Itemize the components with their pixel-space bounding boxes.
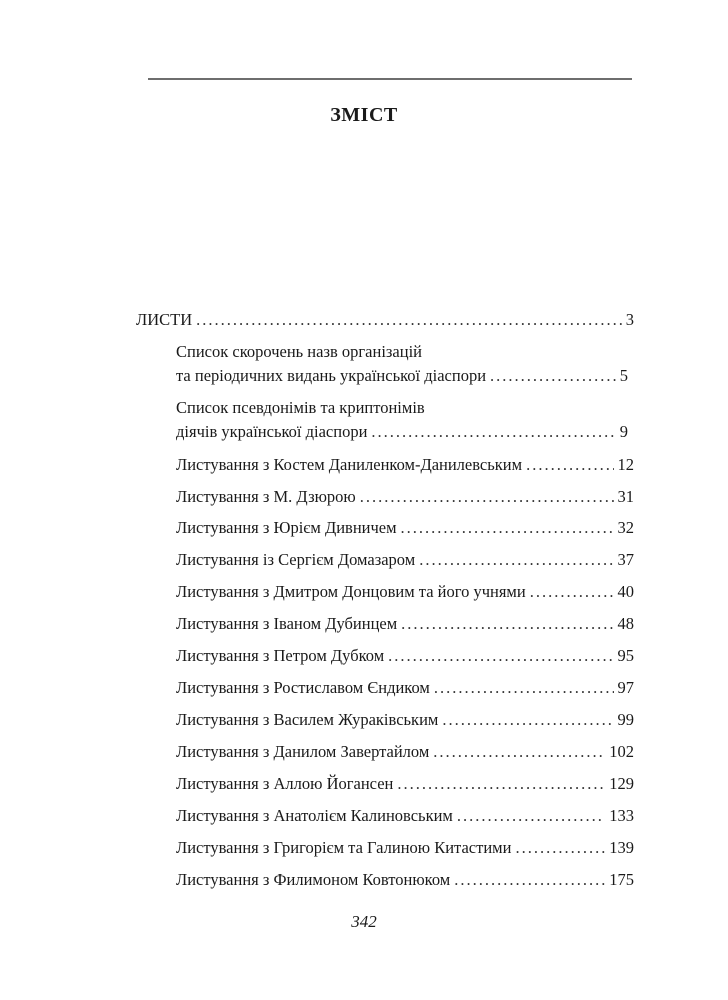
toc-entry[interactable]	[176, 582, 634, 602]
toc-entry-label: діячів української діаспори	[176, 422, 368, 441]
dot-leader	[526, 455, 613, 475]
dot-leader	[196, 310, 622, 330]
toc-entry-label: Листування з Петром Дубком	[176, 646, 385, 665]
toc-page-number: 32	[617, 518, 634, 537]
toc-entry[interactable]	[176, 806, 634, 826]
dot-leader	[454, 870, 605, 890]
toc-entry-label: Листування з Аллою Йогансен	[176, 774, 394, 793]
top-rule	[148, 78, 632, 80]
toc-entry-label: Листування з Іваном Дубинцем	[176, 614, 398, 633]
toc-page-number: 133	[609, 806, 634, 825]
toc-entry[interactable]	[176, 742, 634, 762]
toc-page-number: 40	[617, 582, 634, 601]
toc-section-letters[interactable]	[136, 310, 634, 330]
dot-leader	[490, 366, 616, 386]
dot-leader	[401, 518, 614, 538]
toc-page-number: 139	[609, 838, 634, 857]
toc-page-number: 12	[617, 455, 634, 474]
dot-leader	[530, 582, 614, 602]
toc-entry-first-line: Список псевдонімів та криптонімів	[176, 398, 425, 417]
toc-entry[interactable]	[176, 550, 634, 570]
toc-page-number: 37	[617, 550, 634, 569]
toc-entry-label: Листування з Юрієм Дивничем	[176, 518, 397, 537]
dot-leader	[515, 838, 605, 858]
toc-page-number: 97	[617, 678, 634, 697]
dot-leader	[457, 806, 605, 826]
toc-page-number: 9	[619, 422, 628, 441]
toc-page-number: 175	[609, 870, 634, 889]
toc-entry[interactable]	[176, 342, 628, 386]
toc-entry-label: та періодичних видань української діаспори	[176, 366, 487, 385]
dot-leader	[360, 487, 614, 507]
toc-entry-label: Листування з Григорієм та Галиною Китастими	[176, 838, 512, 857]
toc-entry-label: Листування з Анатолієм Калиновським	[176, 806, 453, 825]
toc-entry[interactable]	[176, 710, 634, 730]
toc-page-number: 95	[617, 646, 634, 665]
dot-leader	[388, 646, 613, 666]
dot-leader	[371, 422, 615, 442]
toc-entry[interactable]	[176, 614, 634, 634]
toc-entry-label: Листування з Филимоном Ковтонюком	[176, 870, 451, 889]
dot-leader	[433, 742, 605, 762]
page-number: 342	[351, 912, 377, 931]
toc-page-number: 99	[617, 710, 634, 729]
toc-entry[interactable]	[176, 646, 634, 666]
page-title: ЗМІСТ	[330, 104, 398, 126]
toc-entry[interactable]	[176, 838, 634, 858]
toc-entry[interactable]	[176, 678, 634, 698]
toc-entry[interactable]	[176, 487, 634, 507]
toc-page-number: 129	[609, 774, 634, 793]
dot-leader	[397, 774, 605, 794]
toc-page-number: 48	[617, 614, 634, 633]
dot-leader	[401, 614, 613, 634]
toc-entry-label: Листування з Костем Даниленком-Данилевським	[176, 455, 523, 474]
toc-entry-first-line: Список скорочень назв організацій	[176, 342, 422, 361]
toc-entry-label: Листування з Данилом Завертайлом	[176, 742, 430, 761]
toc-entry-label: Листування з Ростиславом Єндиком	[176, 678, 430, 697]
toc-section-label: ЛИСТИ	[136, 310, 193, 329]
toc-entry-label: Листування з М. Дзюрою	[176, 487, 356, 506]
toc-entry-label: Листування із Сергієм Домазаром	[176, 550, 416, 569]
dot-leader	[419, 550, 613, 570]
toc-entry[interactable]	[176, 455, 634, 475]
dot-leader	[434, 678, 614, 698]
toc-page-number: 5	[619, 366, 628, 385]
toc-page-number: 102	[609, 742, 634, 761]
toc-entry[interactable]	[176, 518, 634, 538]
toc-entry[interactable]	[176, 398, 628, 442]
toc-entry[interactable]	[176, 870, 634, 890]
dot-leader	[442, 710, 613, 730]
toc-page-number: 31	[617, 487, 634, 506]
toc-entry[interactable]	[176, 774, 634, 794]
toc-entry-label: Листування з Василем Жураківським	[176, 710, 439, 729]
toc-entry-label: Листування з Дмитром Донцовим та його учнями	[176, 582, 526, 601]
toc-page-number: 3	[625, 310, 634, 329]
